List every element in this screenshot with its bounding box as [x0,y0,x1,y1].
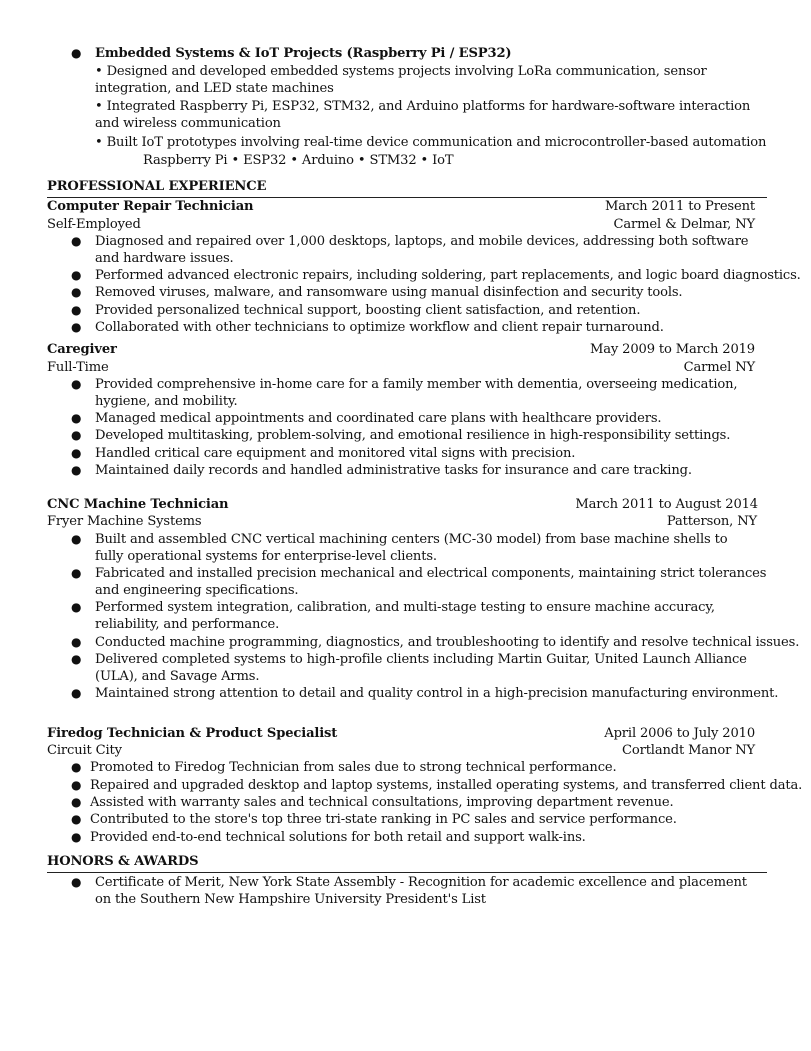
job-location: Carmel & Delmar, NY [613,217,755,232]
bullet-icon: ● [71,428,82,442]
job-location: Patterson, NY [666,514,757,529]
bullet-icon: ● [71,463,82,477]
job-title: CNC Machine Technician [47,497,229,512]
bullet-icon: ● [71,795,82,809]
job-bullet: Diagnosed and repaired over 1,000 desktops, laptops, and mobile devices, addressing both software and hardware issues. [95,234,749,267]
section-heading-honors: HONORS & AWARDS [47,854,199,869]
job-dates: March 2011 to Present [604,199,755,214]
job-bullet: Promoted to Firedog Technician from sales due to strong technical performance. [90,760,617,775]
bullet-icon: ● [71,46,82,60]
section-heading-experience: PROFESSIONAL EXPERIENCE [47,179,267,194]
bullet-icon: ● [71,268,82,282]
job-bullet: Delivered completed systems to high-profile clients including Martin Guitar, United Launch Alliance (ULA), and Savage Arms. [95,652,747,685]
bullet-icon: ● [71,686,82,700]
bullet-icon: ● [71,760,82,774]
bullet-icon: ● [71,303,82,317]
bullet-icon: ● [71,532,82,546]
job-dates: April 2006 to July 2010 [604,726,755,741]
job-title: Computer Repair Technician [47,199,254,214]
job-bullet: Managed medical appointments and coordinated care plans with healthcare providers. [95,411,662,426]
project-line: • Built IoT prototypes involving real-time device communication and microcontroller-based automation [95,135,767,150]
job-bullet: Performed advanced electronic repairs, including soldering, part replacements, and logic board diagnostics. [95,268,801,283]
bullet-icon: ● [71,377,82,391]
job-bullet: Assisted with warranty sales and technical consultations, improving department revenue. [90,795,674,810]
job-bullet: Handled critical care equipment and monitored vital signs with precision. [95,446,576,461]
job-bullet: Provided end-to-end technical solutions for both retail and support walk-ins. [90,830,586,845]
job-bullet: Maintained strong attention to detail and quality control in a high-precision manufacturing environment. [95,686,779,701]
bullet-icon: ● [71,830,82,844]
bullet-icon: ● [71,411,82,425]
bullet-icon: ● [71,635,82,649]
job-company: Full-Time [47,360,109,375]
bullet-icon: ● [71,446,82,460]
bullet-icon: ● [71,812,82,826]
job-bullet: Maintained daily records and handled administrative tasks for insurance and care tracking. [95,463,692,478]
job-bullet: Provided comprehensive in-home care for a family member with dementia, overseeing medication, hygiene, and mobility. [95,377,738,410]
job-company: Circuit City [47,743,122,758]
project-line: • Integrated Raspberry Pi, ESP32, STM32, and Arduino platforms for hardware-software interaction and wireless communication [95,99,751,132]
bullet-icon: ● [71,778,82,792]
project-line: • Designed and developed embedded systems projects involving LoRa communication, sensor integration, and LED state machines [95,64,707,97]
job-dates: March 2011 to August 2014 [575,497,758,512]
job-bullet: Removed viruses, malware, and ransomware using manual disinfection and security tools. [95,285,683,300]
job-bullet: Developed multitasking, problem-solving, and emotional resilience in high-responsibility settings. [95,428,731,443]
job-bullet: Repaired and upgraded desktop and laptop systems, installed operating systems, and transferred client data. [90,778,803,793]
job-dates: May 2009 to March 2019 [590,342,755,357]
job-location: Cortlandt Manor NY [621,743,755,758]
bullet-icon: ● [71,600,82,614]
job-company: Fryer Machine Systems [47,514,202,529]
job-bullet: Fabricated and installed precision mechanical and electrical components, maintaining strict tolerances and engineering specifications. [95,566,767,599]
job-company: Self-Employed [47,217,141,232]
bullet-icon: ● [71,566,82,580]
job-bullet: Performed system integration, calibration, and multi-stage testing to ensure machine accuracy, reliability, and performance. [95,600,715,633]
project-tech-list: Raspberry Pi • ESP32 • Arduino • STM32 • IoT [143,153,454,168]
bullet-icon: ● [71,234,82,248]
honor-item: Certificate of Merit, New York State Assembly - Recognition for academic excellence and placement on the Southern New Hampshire University President's List [95,875,747,908]
job-bullet: Conducted machine programming, diagnostics, and troubleshooting to identify and resolve technical issues. [95,635,800,650]
job-bullet: Contributed to the store's top three tri-state ranking in PC sales and service performance. [90,812,677,827]
job-bullet: Collaborated with other technicians to optimize workflow and client repair turnaround. [95,320,664,335]
bullet-icon: ● [71,652,82,666]
bullet-icon: ● [71,875,82,889]
project-title: Embedded Systems & IoT Projects (Raspberry Pi / ESP32) [95,46,512,61]
job-location: Carmel NY [683,360,755,375]
bullet-icon: ● [71,285,82,299]
job-title: Caregiver [47,342,117,357]
section-divider [47,872,767,873]
job-bullet: Provided personalized technical support, boosting client satisfaction, and retention. [95,303,641,318]
bullet-icon: ● [71,320,82,334]
job-title: Firedog Technician & Product Specialist [47,726,338,741]
job-bullet: Built and assembled CNC vertical machining centers (MC-30 model) from base machine shells to fully operational systems for enterprise-level clients. [95,532,728,565]
